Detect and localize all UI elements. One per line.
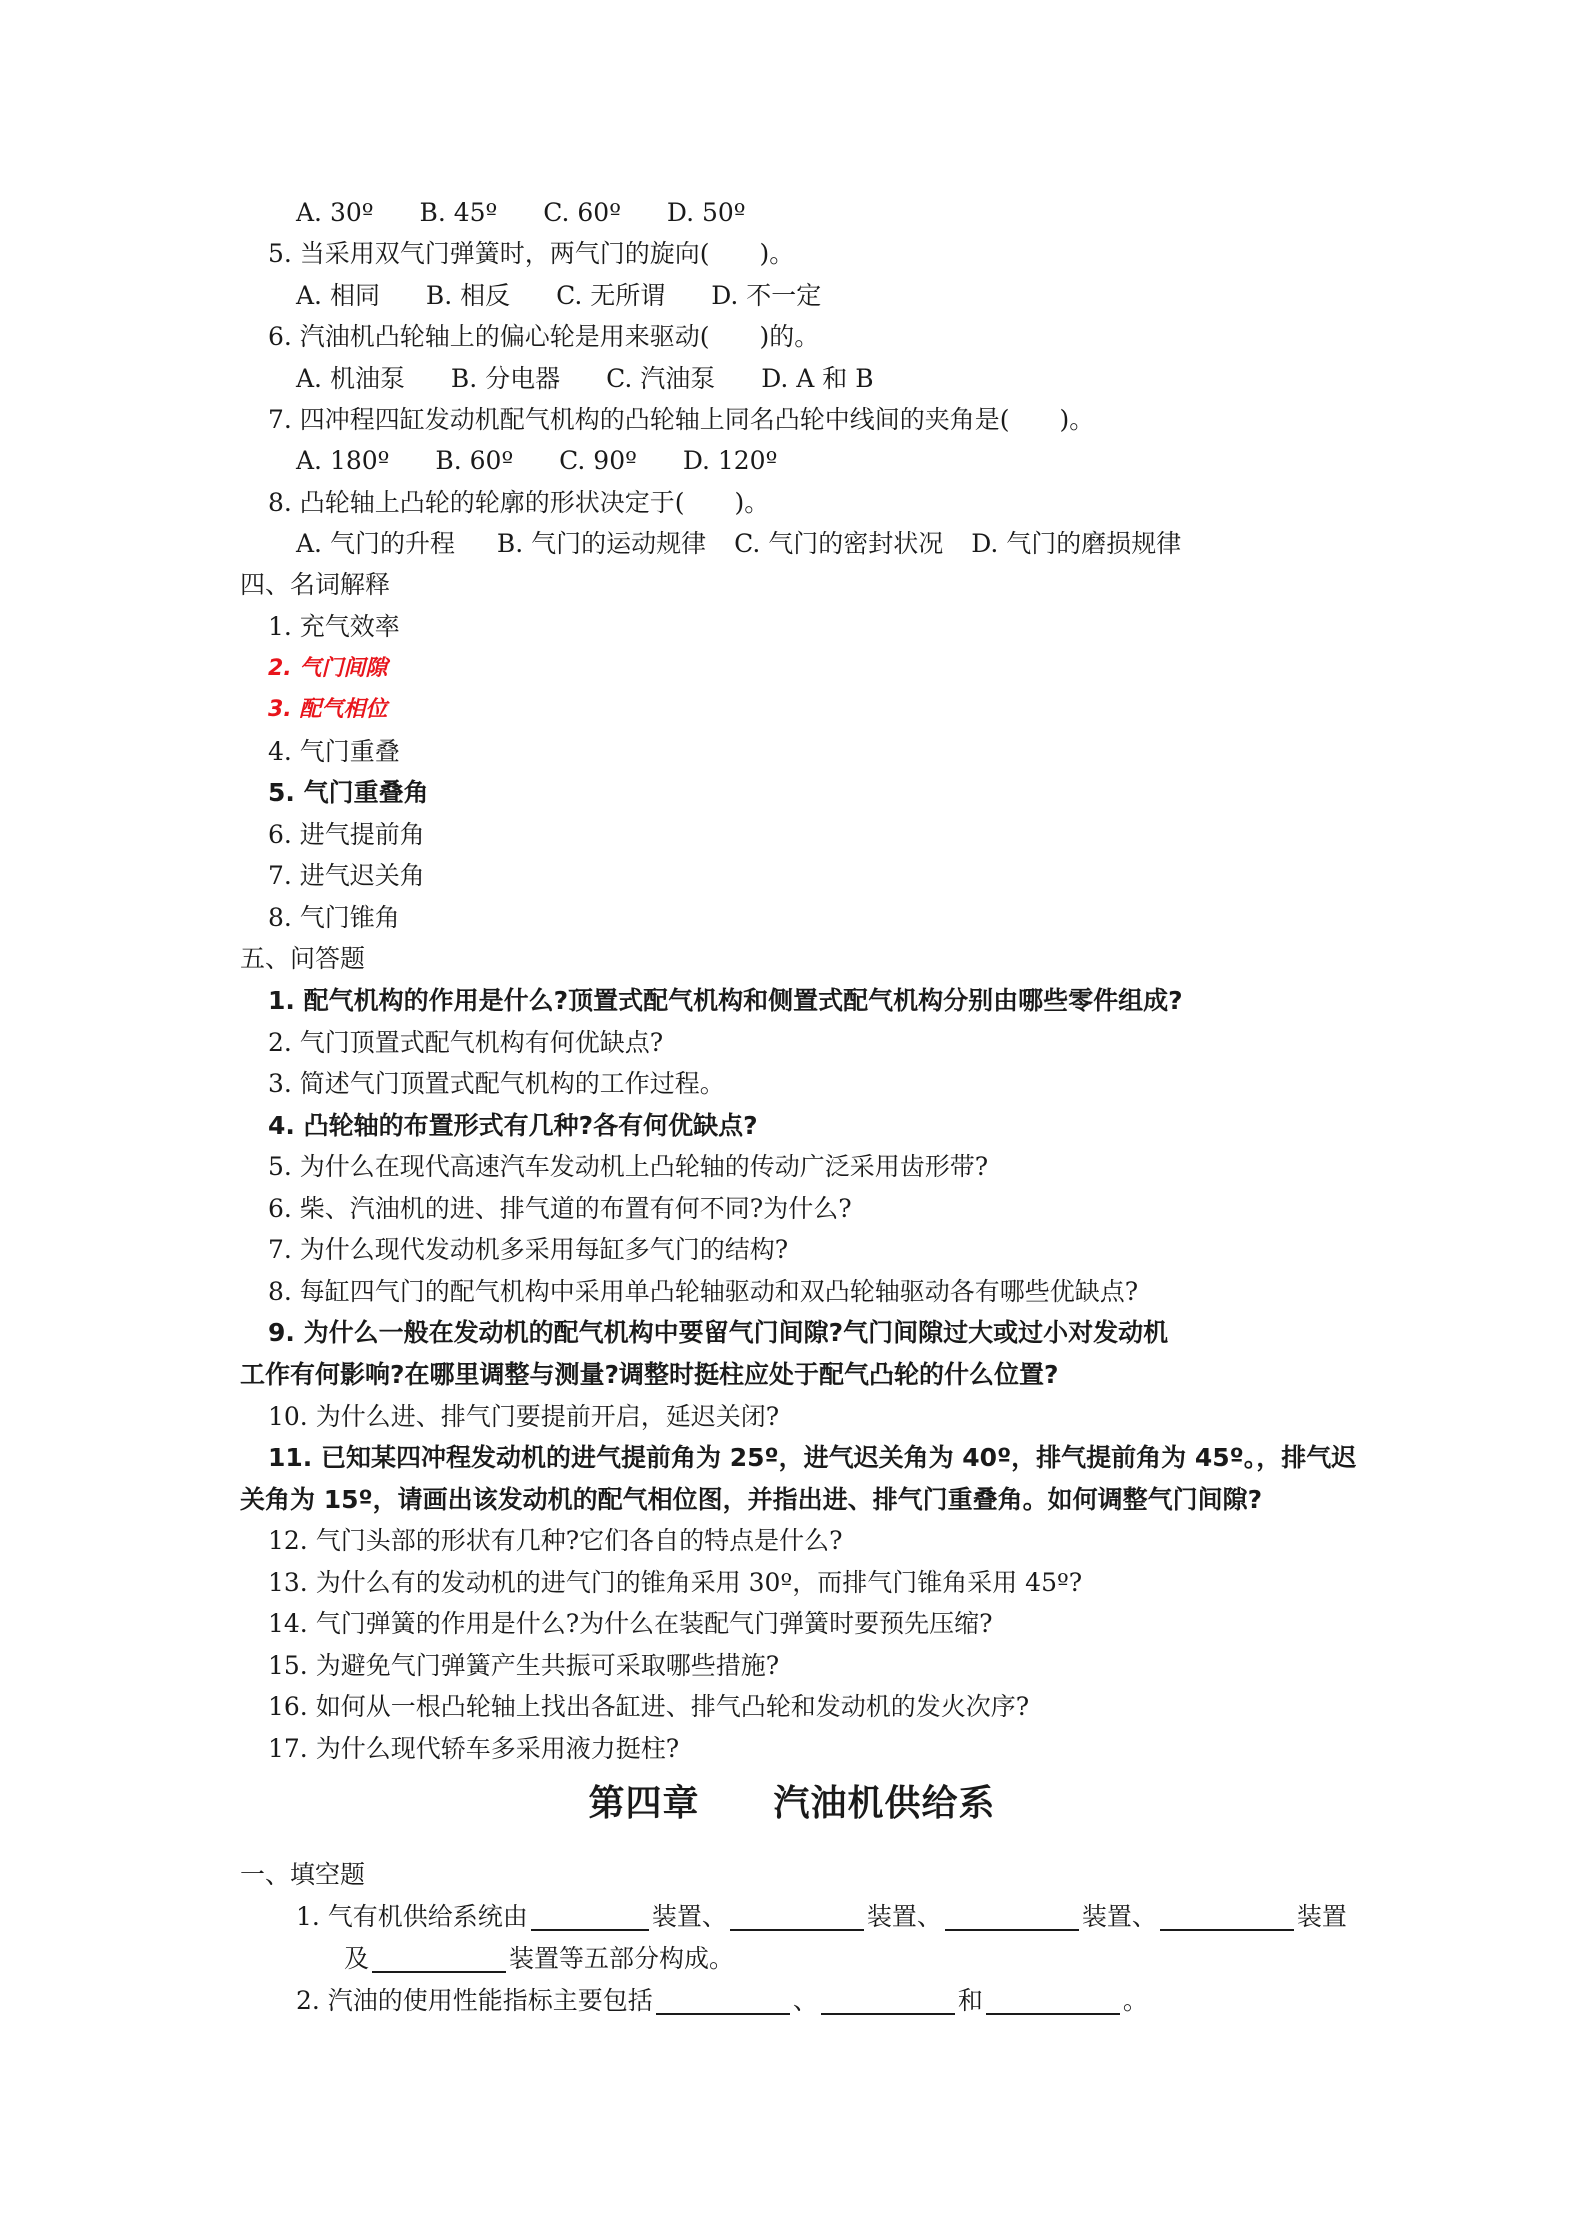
question: 16. 如何从一根凸轮轴上找出各缸进、排气凸轮和发动机的发火次序?: [268, 1692, 1030, 1721]
question-bold: 11. 已知某四冲程发动机的进气提前角为 25º，进气迟关角为 40º，排气提前角为 45º。，排气迟: [268, 1443, 1357, 1472]
answer-blank[interactable]: [986, 1987, 1120, 2015]
answer-blank[interactable]: [821, 1987, 955, 2015]
fill-text: 和: [957, 1986, 983, 2015]
option: C. 60º: [543, 198, 621, 227]
fill-text: 装置、: [651, 1902, 727, 1931]
term-item-highlighted: 3. 配气相位: [268, 697, 388, 722]
section-heading: 一、填空题: [240, 1860, 366, 1889]
question: 12. 气门头部的形状有几种?它们各自的特点是什么?: [268, 1526, 843, 1555]
options-row: [296, 196, 784, 230]
fill-text: 、: [792, 1986, 818, 2015]
option: A. 机油泵: [296, 364, 405, 393]
fill-text: 。: [1122, 1986, 1148, 2015]
question-text: 5. 当采用双气门弹簧时，两气门的旋向( )。: [268, 239, 795, 268]
option: A. 180º: [296, 446, 390, 475]
answer-blank[interactable]: [531, 1903, 649, 1931]
question: 2. 气门顶置式配气机构有何优缺点?: [268, 1028, 664, 1057]
answer-blank[interactable]: [656, 1987, 790, 2015]
option: C. 无所谓: [556, 281, 666, 310]
term-item-bold: 5. 气门重叠角: [268, 778, 429, 807]
options-row: [296, 527, 1219, 561]
question: 3. 简述气门顶置式配气机构的工作过程。: [268, 1069, 725, 1098]
term-item: 7. 进气迟关角: [268, 861, 425, 890]
fill-question-continued: [344, 1942, 734, 1976]
answer-blank[interactable]: [372, 1945, 506, 1973]
term-item: 6. 进气提前角: [268, 820, 425, 849]
option: B. 相反: [425, 281, 511, 310]
term-item: 8. 气门锥角: [268, 903, 400, 932]
question: 14. 气门弹簧的作用是什么?为什么在装配气门弹簧时要预先压缩?: [268, 1609, 993, 1638]
term-item: 4. 气门重叠: [268, 737, 400, 766]
question-text: 8. 凸轮轴上凸轮的轮廓的形状决定于( )。: [268, 488, 770, 517]
question-bold: 9. 为什么一般在发动机的配气机构中要留气门间隙?气门间隙过大或过小对发动机: [268, 1318, 1169, 1347]
fill-text: 装置: [1296, 1902, 1347, 1931]
option: B. 分电器: [450, 364, 561, 393]
options-row: [296, 279, 859, 313]
option: D. 不一定: [711, 281, 822, 310]
chapter-title: 第四章 汽油机供给系: [588, 1783, 996, 1824]
question: 17. 为什么现代轿车多采用液力挺柱?: [268, 1734, 680, 1763]
fill-text: 装置、: [1081, 1902, 1157, 1931]
options-row: [296, 362, 912, 396]
fill-text: 2. 汽油的使用性能指标主要包括: [296, 1986, 653, 2015]
options-row: [296, 444, 815, 478]
question-bold-continued: 关角为 15º，请画出该发动机的配气相位图，并指出进、排气门重叠角。如何调整气门间隙?: [240, 1485, 1263, 1514]
option: B. 60º: [435, 446, 514, 475]
option: D. A 和 B: [761, 364, 874, 393]
question-text: 7. 四冲程四缸发动机配气机构的凸轮轴上同名凸轮中线间的夹角是( )。: [268, 405, 1095, 434]
section-heading: 四、名词解释: [240, 570, 391, 599]
question-bold: 4. 凸轮轴的布置形式有几种?各有何优缺点?: [268, 1111, 758, 1140]
question: 6. 柴、汽油机的进、排气道的布置有何不同?为什么?: [268, 1194, 852, 1223]
answer-blank[interactable]: [730, 1903, 864, 1931]
option: B. 45º: [419, 198, 498, 227]
answer-blank[interactable]: [945, 1903, 1079, 1931]
question: 10. 为什么进、排气门要提前开启，延迟关闭?: [268, 1402, 780, 1431]
fill-text: 1. 气有机供给系统由: [296, 1902, 528, 1931]
term-item-highlighted: 2. 气门间隙: [268, 656, 388, 681]
term-item: 1. 充气效率: [268, 612, 400, 641]
option: C. 汽油泵: [606, 364, 716, 393]
option: C. 90º: [559, 446, 637, 475]
question: 13. 为什么有的发动机的进气门的锥角采用 30º，而排气门锥角采用 45º?: [268, 1568, 1083, 1597]
question: 5. 为什么在现代高速汽车发动机上凸轮轴的传动广泛采用齿形带?: [268, 1152, 989, 1181]
option: D. 50º: [666, 198, 746, 227]
option: A. 30º: [296, 198, 374, 227]
option: D. 气门的磨损规律: [971, 529, 1182, 558]
question: 15. 为避免气门弹簧产生共振可采取哪些措施?: [268, 1651, 780, 1680]
fill-text: 及: [344, 1944, 370, 1973]
option: A. 气门的升程: [296, 529, 455, 558]
option: D. 120º: [682, 446, 778, 475]
fill-text: 装置、: [866, 1902, 942, 1931]
option: B. 气门的运动规律: [496, 529, 707, 558]
fill-text: 装置等五部分构成。: [509, 1944, 735, 1973]
section-heading: 五、问答题: [240, 944, 366, 973]
question-bold-continued: 工作有何影响?在哪里调整与测量?调整时挺柱应处于配气凸轮的什么位置?: [240, 1360, 1059, 1389]
question: 8. 每缸四气门的配气机构中采用单凸轮轴驱动和双凸轮轴驱动各有哪些优缺点?: [268, 1277, 1139, 1306]
question: 7. 为什么现代发动机多采用每缸多气门的结构?: [268, 1235, 789, 1264]
answer-blank[interactable]: [1160, 1903, 1294, 1931]
fill-question: [296, 1984, 1148, 2018]
question-bold: 1. 配气机构的作用是什么?顶置式配气机构和侧置式配气机构分别由哪些零件组成?: [268, 986, 1183, 1015]
question-text: 6. 汽油机凸轮轴上的偏心轮是用来驱动( )的。: [268, 322, 820, 351]
option: A. 相同: [296, 281, 380, 310]
fill-question: [296, 1900, 1347, 1934]
option: C. 气门的密封状况: [734, 529, 944, 558]
